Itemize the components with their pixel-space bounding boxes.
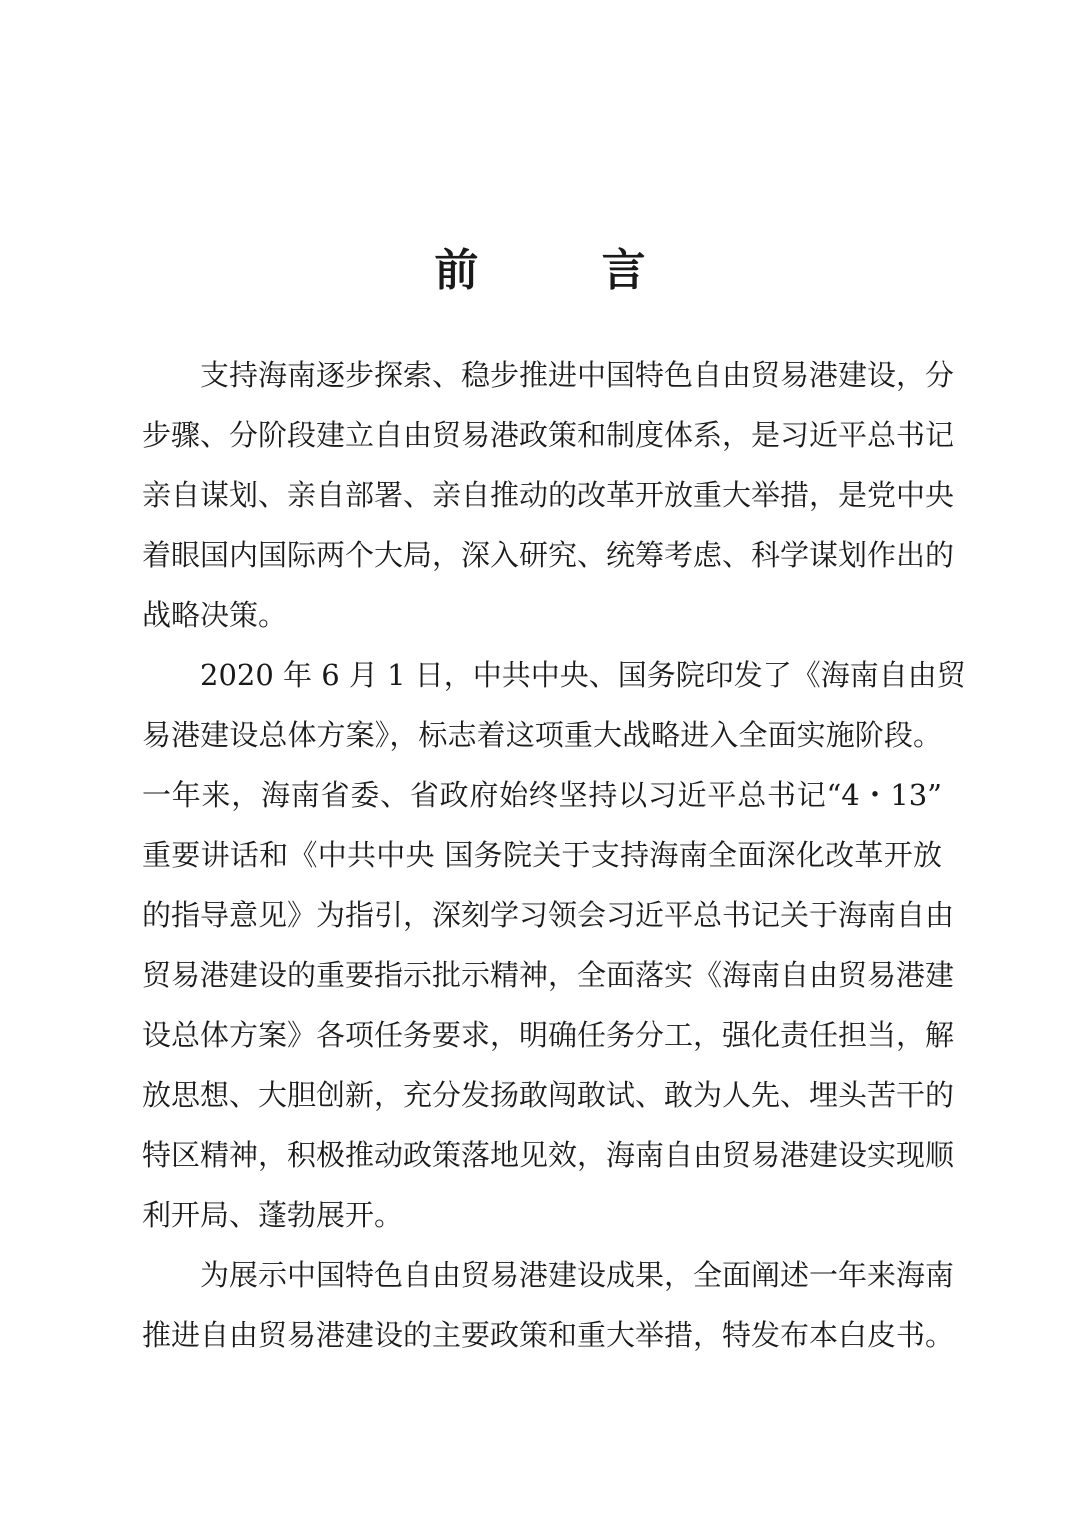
text-line: 着眼国内国际两个大局，深入研究、统筹考虑、科学谋划作出的 bbox=[142, 538, 955, 572]
paragraph-1 bbox=[142, 345, 955, 645]
text-line: 贸易港建设的重要指示批示精神，全面落实《海南自由贸易港建 bbox=[142, 958, 955, 992]
paragraph-2 bbox=[142, 645, 966, 1245]
text-line: 推进自由贸易港建设的主要政策和重大举措，特发布本白皮书。 bbox=[142, 1318, 955, 1352]
text-line: 战略决策。 bbox=[142, 598, 288, 632]
text-line: 步骤、分阶段建立自由贸易港政策和制度体系，是习近平总书记 bbox=[142, 418, 955, 452]
text-line: 为展示中国特色自由贸易港建设成果，全面阐述一年来海南 bbox=[200, 1258, 955, 1292]
text-line: 2020 年 6 月 1 日，中共中央、国务院印发了《海南自由贸 bbox=[200, 658, 966, 692]
text-line: 重要讲话和《中共中央 国务院关于支持海南全面深化改革开放 bbox=[142, 838, 942, 872]
text-line: 特区精神，积极推动政策落地见效，海南自由贸易港建设实现顺 bbox=[142, 1138, 955, 1172]
text-line: 放思想、大胆创新，充分发扬敢闯敢试、敢为人先、埋头苦干的 bbox=[142, 1078, 955, 1112]
text-line: 的指导意见》为指引，深刻学习领会习近平总书记关于海南自由 bbox=[142, 898, 955, 932]
text-line: 设总体方案》各项任务要求，明确任务分工，强化责任担当，解 bbox=[142, 1018, 955, 1052]
page-title: 前 言 bbox=[434, 245, 700, 297]
text-line: 支持海南逐步探索、稳步推进中国特色自由贸易港建设，分 bbox=[200, 358, 955, 392]
document-body bbox=[142, 345, 966, 1365]
text-line: 易港建设总体方案》，标志着这项重大战略进入全面实施阶段。 bbox=[142, 718, 942, 752]
text-line: 利开局、蓬勃展开。 bbox=[142, 1198, 404, 1232]
text-line: 亲自谋划、亲自部署、亲自推动的改革开放重大举措，是党中央 bbox=[142, 478, 955, 512]
text-line: 一年来，海南省委、省政府始终坚持以习近平总书记“4・13” bbox=[142, 778, 942, 812]
paragraph-3 bbox=[142, 1245, 955, 1365]
